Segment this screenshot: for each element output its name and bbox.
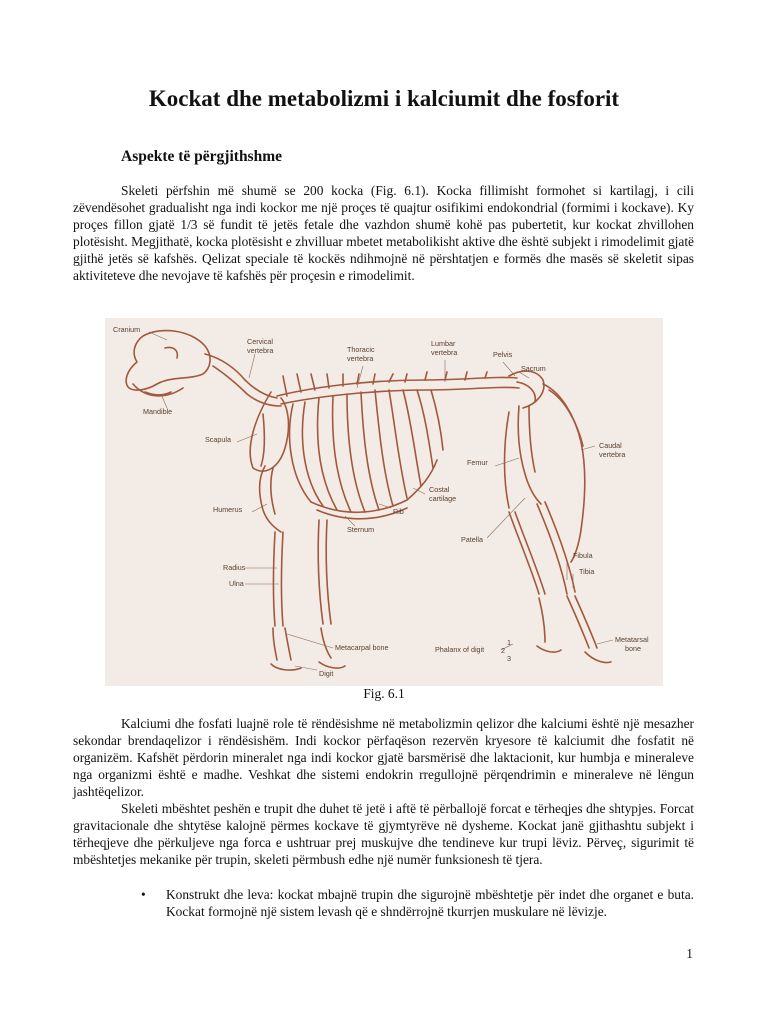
label-radius: Radius <box>223 563 246 572</box>
label-digit-1: 1 <box>507 638 511 647</box>
label-fibula: Fibula <box>573 551 593 560</box>
label-metatarsal: Metatarsal <box>615 635 649 644</box>
page-number: 1 <box>686 946 693 961</box>
label-cervical-vertebra: vertebra <box>247 346 274 355</box>
label-rib: Rib <box>393 507 404 516</box>
label-ulna: Ulna <box>229 579 244 588</box>
label-cervical: Cervical <box>247 337 273 346</box>
label-caudal: Caudal <box>599 441 622 450</box>
label-patella: Patella <box>461 535 483 544</box>
label-digit-3: 3 <box>507 654 511 663</box>
label-femur: Femur <box>467 458 488 467</box>
label-caudal-vertebra: vertebra <box>599 450 626 459</box>
paragraph-calcium-phosphate: Kalciumi dhe fosfati luajnë role të rëndësishme në metabolizmin qelizor dhe kalciumi është një mesazher sekondar brendaqelizor i rëndësishëm. Indi kockor përfaqëson rezervën kryesore të kalciumit dhe fosfatit në organizëm. Kafshët përdorin mineralet nga indi kockor gjatë barsmërisë dhe laktacionit, kur humbja e mineraleve nga organizmi është e madhe. Veshkat dhe sistemi endokrin rregullojnë përqendrimin e mineraleve në lëngun jashtëqelizor. <box>73 716 694 799</box>
label-digit-2: 2 <box>501 646 505 655</box>
label-thoracic-vertebra: vertebra <box>347 354 374 363</box>
label-tibia: Tibia <box>579 567 595 576</box>
figure-labels <box>113 325 649 678</box>
label-lumbar: Lumbar <box>431 339 456 348</box>
label-humerus: Humerus <box>213 505 243 514</box>
dog-skeleton-illustration <box>105 318 663 686</box>
label-pelvis: Pelvis <box>493 350 513 359</box>
label-costal: Costal <box>429 485 450 494</box>
bullet-marker: • <box>141 887 146 902</box>
label-costal-cartilage: cartilage <box>429 494 457 503</box>
function-list <box>141 887 694 921</box>
paragraph-skeleton-intro: Skeleti përfshin më shumë se 200 kocka (Fig. 6.1). Kocka fillimisht formohet si kartilagj, i cili zëvendësohet gradualisht nga indi kockor me një proçes të quajtur osifikimi endokondrial (formimi i kockave). Ky proçes fillon gjatë 1/3 së fundit të jetës fetale dhe vazhdon shumë kohë pas pubertetit, kur kockat zhvillohen plotësisht. Megjithatë, kocka plotësisht e zhvilluar mbetet metabolikisht aktive dhe është subjekt i rimodelimit gjatë gjithë jetës së kafshës. Qelizat speciale të kockës ndihmojnë në përshtatjen e formës dhe masës së skeletit sipas aktiviteteve dhe nevojave të kafshës për proçesin e rimodelimit. <box>73 183 694 283</box>
document-title: Kockat dhe metabolizmi i kalciumit dhe fosforit <box>148 86 620 111</box>
section-heading: Aspekte të përgjithshme <box>121 148 283 165</box>
label-metacarpal-bone: Metacarpal bone <box>335 643 389 652</box>
skeleton-figure <box>105 318 663 686</box>
label-thoracic: Thoracic <box>347 345 375 354</box>
list-item <box>141 887 694 921</box>
label-sternum: Sternum <box>347 525 375 534</box>
list-item-text: Konstrukt dhe leva: kockat mbajnë trupin dhe sigurojnë mbështetje për indet dhe organet e buta. Kockat formojnë një sistem levash që e shndërrojnë tkurrjen muskulare në lëvizje. <box>166 887 694 919</box>
label-metatarsal-bone: bone <box>625 644 641 653</box>
label-mandible: Mandible <box>143 407 173 416</box>
label-scapula: Scapula <box>205 435 231 444</box>
label-sacrum: Sacrum <box>521 364 546 373</box>
label-lumbar-vertebra: vertebra <box>431 348 458 357</box>
label-digit: Digit <box>319 669 334 678</box>
figure-caption: Fig. 6.1 <box>363 686 405 701</box>
label-cranium: Cranium <box>113 325 141 334</box>
label-phalanx-of-digit: Phalanx of digit <box>435 645 485 654</box>
skeleton-drawing <box>126 331 611 671</box>
paragraph-skeleton-support: Skeleti mbështet peshën e trupit dhe duhet të jetë i aftë të përballojë forcat e tërheqjes dhe shtypjes. Forcat gravitacionale dhe shtytëse kalojnë përmes kockave të gjymtyrëve në dysheme. Kockat janë gjithashtu subjekt i tërheqjeve dhe përkuljeve nga forca e ushtruar prej muskujve dhe tendineve kur trupi lëviz. Përveç, sigurimit të mbështetjes mekanike për trupin, skeleti përmbush edhe një numër funksionesh të tjera. <box>73 801 694 867</box>
